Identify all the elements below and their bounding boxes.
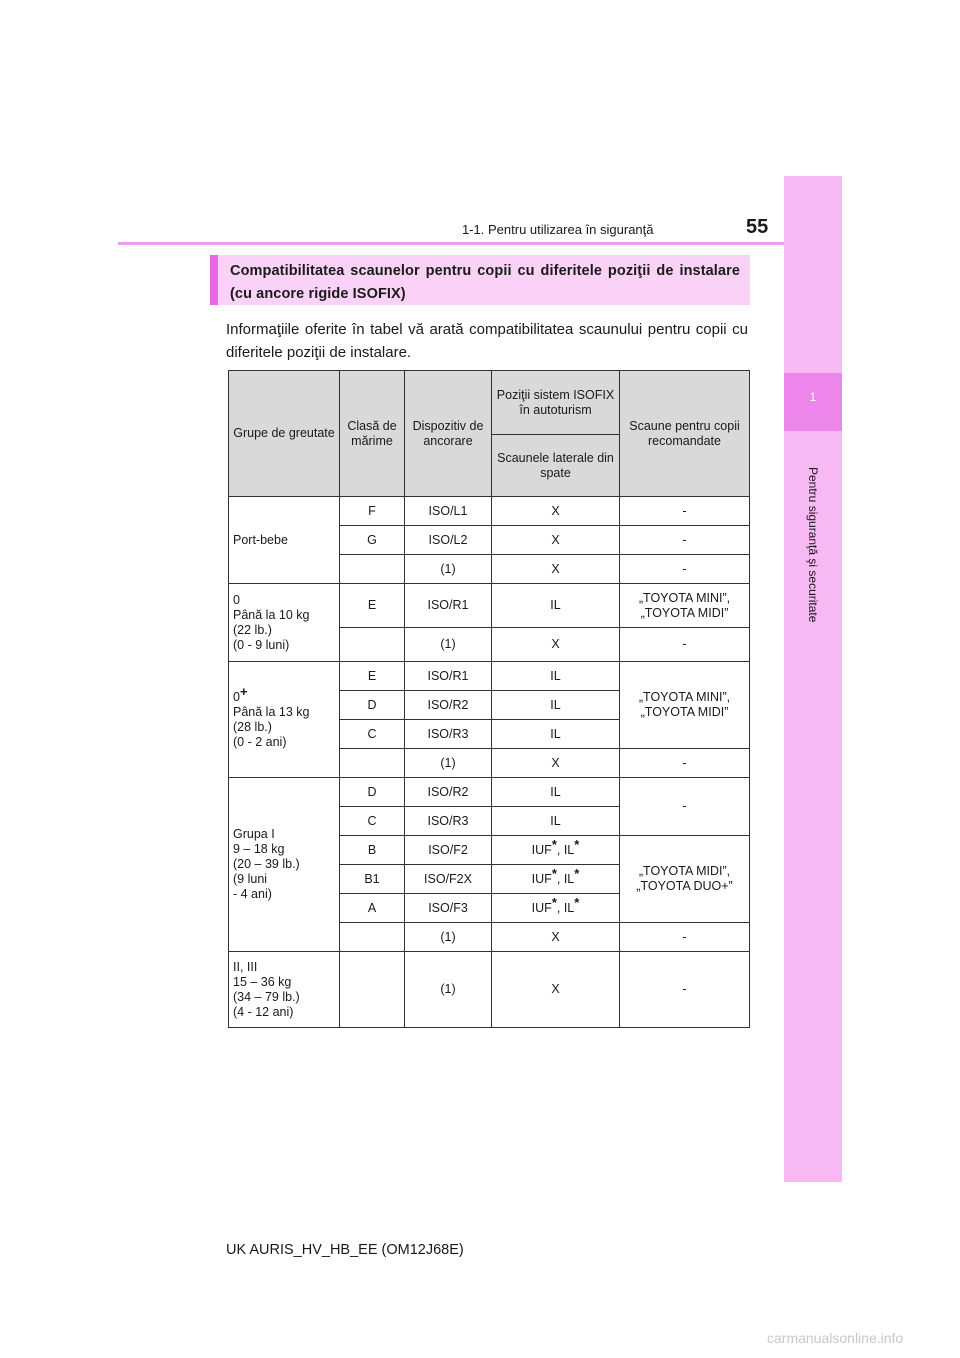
- recommended-cell: „TOYOTA MIDI”, „TOYOTA DUO+”: [620, 836, 750, 923]
- group-cell: Port-bebe: [229, 497, 340, 584]
- group-label: 0: [233, 689, 240, 704]
- header-isofix-positions: Poziţii sistem ISOFIX în autoturism: [492, 371, 620, 435]
- fixture-cell: ISO/F2X: [405, 865, 492, 894]
- group-cell: Grupa I 9 – 18 kg (20 – 39 lb.) (9 luni - 4 ani): [229, 778, 340, 952]
- size-class-cell: [340, 628, 405, 662]
- fixture-cell: (1): [405, 749, 492, 778]
- group-cell: II, III 15 – 36 kg (34 – 79 lb.) (4 - 12 ani): [229, 952, 340, 1028]
- fixture-cell: ISO/R2: [405, 691, 492, 720]
- size-class-cell: D: [340, 778, 405, 807]
- isofix-compatibility-table: [228, 370, 750, 1028]
- position-cell: IUF*, IL*: [492, 894, 620, 923]
- header-size-class: Clasă de mărime: [340, 371, 405, 497]
- page-number: 55: [746, 216, 769, 238]
- group-cell: [229, 662, 340, 778]
- size-class-cell: C: [340, 807, 405, 836]
- size-class-cell: B1: [340, 865, 405, 894]
- position-cell: IUF*, IL*: [492, 836, 620, 865]
- header-title: 1-1. Pentru utilizarea în siguranţă: [462, 222, 654, 237]
- group-cell: 0 Până la 10 kg (22 lb.) (0 - 9 luni): [229, 584, 340, 662]
- size-class-cell: A: [340, 894, 405, 923]
- size-class-cell: [340, 555, 405, 584]
- size-class-cell: E: [340, 662, 405, 691]
- size-class-cell: D: [340, 691, 405, 720]
- size-class-cell: [340, 749, 405, 778]
- chapter-label: Pentru siguranţă şi securitate: [806, 467, 820, 623]
- position-cell: X: [492, 749, 620, 778]
- size-class-cell: [340, 952, 405, 1028]
- position-cell: IUF*, IL*: [492, 865, 620, 894]
- recommended-cell: -: [620, 778, 750, 836]
- section-heading: Compatibilitatea scaunelor pentru copii cu diferitele poziţii de instalare (cu ancore rigide ISOFIX): [210, 255, 750, 305]
- header-weight-group: Grupe de greutate: [229, 371, 340, 497]
- recommended-cell: -: [620, 526, 750, 555]
- plus-mark: +: [239, 683, 248, 699]
- position-cell: IL: [492, 662, 620, 691]
- fixture-cell: (1): [405, 952, 492, 1028]
- recommended-cell: -: [620, 952, 750, 1028]
- size-class-cell: E: [340, 584, 405, 628]
- fixture-cell: ISO/R1: [405, 662, 492, 691]
- position-cell: X: [492, 497, 620, 526]
- chapter-number: 1: [809, 390, 817, 404]
- header-fixture: Dispozitiv de ancorare: [405, 371, 492, 497]
- recommended-cell: -: [620, 628, 750, 662]
- header-outboard-rear-seats: Scaunele laterale din spate: [492, 435, 620, 497]
- position-cell: IL: [492, 584, 620, 628]
- footer-model-code: UK AURIS_HV_HB_EE (OM12J68E): [226, 1242, 464, 1258]
- header-divider: [118, 242, 784, 245]
- position-cell: X: [492, 555, 620, 584]
- size-class-cell: [340, 923, 405, 952]
- fixture-cell: ISO/R2: [405, 778, 492, 807]
- size-class-cell: B: [340, 836, 405, 865]
- position-cell: IL: [492, 778, 620, 807]
- fixture-cell: ISO/R1: [405, 584, 492, 628]
- position-cell: X: [492, 952, 620, 1028]
- fixture-cell: (1): [405, 923, 492, 952]
- position-cell: IL: [492, 691, 620, 720]
- intro-paragraph: Informaţiile oferite în tabel vă arată compatibilitatea scaunului pentru copii cu diferitele poziţii de instalare.: [226, 321, 748, 361]
- size-class-cell: F: [340, 497, 405, 526]
- size-class-cell: G: [340, 526, 405, 555]
- side-strip: [784, 176, 842, 1182]
- recommended-cell: -: [620, 555, 750, 584]
- header-recommended-seats: Scaune pentru copii recomandate: [620, 371, 750, 497]
- position-cell: IL: [492, 807, 620, 836]
- fixture-cell: (1): [405, 628, 492, 662]
- position-cell: X: [492, 628, 620, 662]
- recommended-cell: -: [620, 749, 750, 778]
- group-details: Până la 13 kg (28 lb.) (0 - 2 ani): [233, 704, 310, 749]
- position-cell: IL: [492, 720, 620, 749]
- fixture-cell: (1): [405, 555, 492, 584]
- watermark: carmanualsonline.info: [767, 1330, 904, 1346]
- fixture-cell: ISO/R3: [405, 807, 492, 836]
- position-cell: X: [492, 923, 620, 952]
- fixture-cell: ISO/F2: [405, 836, 492, 865]
- fixture-cell: ISO/L1: [405, 497, 492, 526]
- fixture-cell: ISO/F3: [405, 894, 492, 923]
- recommended-cell: -: [620, 923, 750, 952]
- fixture-cell: ISO/L2: [405, 526, 492, 555]
- size-class-cell: C: [340, 720, 405, 749]
- recommended-cell: „TOYOTA MINI”, „TOYOTA MIDI”: [620, 584, 750, 628]
- position-cell: X: [492, 526, 620, 555]
- fixture-cell: ISO/R3: [405, 720, 492, 749]
- recommended-cell: -: [620, 497, 750, 526]
- recommended-cell: „TOYOTA MINI”, „TOYOTA MIDI”: [620, 662, 750, 749]
